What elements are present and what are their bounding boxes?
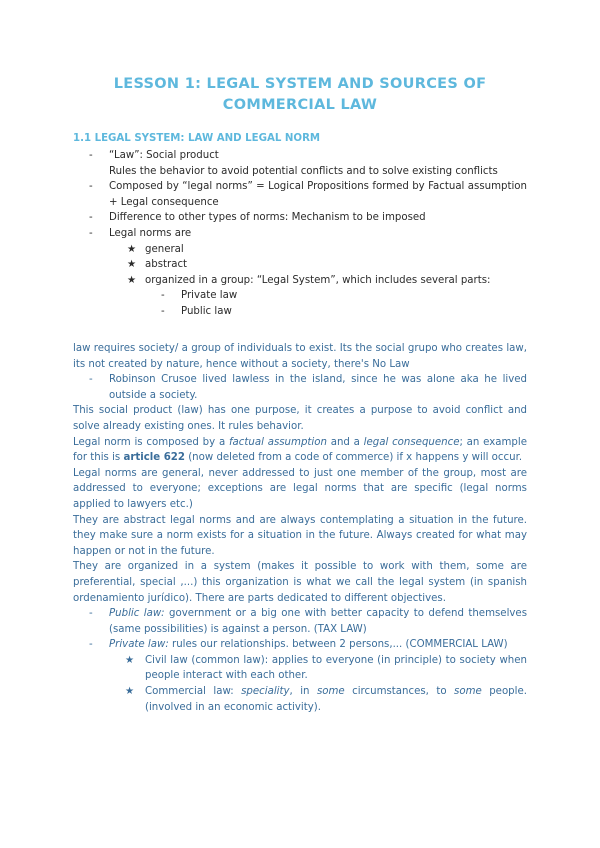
- note-text: Commercial law:: [145, 686, 242, 698]
- list-item-text: Private law: [181, 290, 238, 302]
- note-paragraph: They are abstract legal norms and are always contemplating a situation in the future. they make sure a norm exists for a situation in the future. Always created for what may happen or not in the future.: [73, 514, 527, 557]
- list-item-text: Public law: [181, 305, 232, 317]
- note-sub-bullet: [73, 653, 527, 684]
- note-text: ; an example for this is: [73, 436, 528, 464]
- list-item: [89, 179, 527, 210]
- note-italic: factual assumption: [228, 436, 327, 448]
- note-bullet: [73, 372, 527, 403]
- dash-bullet: -: [89, 181, 93, 193]
- star-bullet-icon: ★: [127, 274, 137, 286]
- note-text: circumstances, to: [344, 686, 455, 698]
- note-sub-bullet: [73, 684, 527, 715]
- note-paragraph: This social product (law) has one purpose, it creates a purpose to avoid conflict and solve already existing ones. It rules behavior.: [73, 405, 527, 432]
- note-italic: some: [454, 686, 482, 698]
- list-item-text: Legal norms are: [109, 227, 192, 239]
- list-item-text: “Law”: Social product: [109, 150, 219, 161]
- note-text: people. (involved in an economic activity).: [145, 686, 527, 713]
- sub-list-item: [127, 273, 527, 289]
- list-item-text: Rules the behavior to avoid potential conflicts and to solve existing conflicts: [109, 165, 498, 177]
- note-italic: Private law:: [109, 639, 169, 651]
- star-bullet-icon: ★: [125, 686, 135, 698]
- note-bullet: [73, 637, 527, 653]
- note-paragraph: They are organized in a system (makes it possible to work with them, some are preferential, special ,...) this organization is what we call the legal system (in spanish ordenamiento jurídico). There are parts dedicated to different objectives.: [73, 561, 527, 604]
- section-heading: 1.1 LEGAL SYSTEM: LAW AND LEGAL NORM: [73, 133, 321, 144]
- note-text: Legal norm is composed by a: [73, 436, 229, 448]
- note-bullet: [73, 606, 527, 637]
- note-paragraph: law requires society/ a group of individuals to exist. Its the social grupo who creates law, its not created by nature, hence without a society, there's No Law: [73, 343, 527, 370]
- dash-bullet: -: [89, 150, 93, 161]
- note-text: and a: [326, 436, 364, 448]
- outline-list: [89, 148, 527, 320]
- dash-bullet: -: [89, 608, 93, 620]
- note-bullet-text: government or a big one with better capacity to defend themselves (same possibilities) is against a person. (TAX LAW): [109, 608, 528, 635]
- list-item: [89, 210, 527, 226]
- note-bullet-text: Civil law (common law): applies to everyone (in principle) to society when people interact with each other.: [145, 654, 527, 682]
- note-italic: some: [316, 686, 345, 698]
- notes-section: [73, 341, 527, 715]
- list-item-text: organized in a group: “Legal System”, which includes several parts:: [145, 274, 491, 286]
- list-item-text: general: [145, 243, 184, 255]
- note-text: , in: [289, 686, 317, 698]
- document-title: [70, 74, 530, 116]
- note-bold: article 622: [123, 452, 185, 464]
- sub-sub-list-item: [161, 304, 527, 320]
- note-italic: Public law:: [109, 608, 165, 620]
- note-paragraph: [73, 435, 527, 466]
- dash-bullet: -: [89, 227, 93, 239]
- sub-list-item: [127, 257, 527, 273]
- list-item-text: abstract: [145, 259, 188, 271]
- title-line-2: COMMERCIAL LAW: [222, 97, 378, 113]
- sub-list-item: [127, 242, 527, 258]
- list-item: [89, 148, 527, 179]
- list-item: [89, 226, 527, 242]
- dash-bullet: -: [161, 305, 165, 317]
- note-paragraph: Legal norms are general, never addressed to just one member of the group, most are addressed to everyone; exceptions are legal norms that are specific (legal norms applied to lawyers etc.): [73, 467, 527, 510]
- note-bullet-text: rules our relationships. between 2 persons,... (COMMERCIAL LAW): [168, 639, 508, 651]
- dash-bullet: -: [89, 212, 93, 224]
- note-text: (now deleted from a code of commerce) if x happens y will occur.: [184, 452, 523, 464]
- list-item-text: Composed by “legal norms” = Logical Propositions formed by Factual assumption + Legal consequence: [109, 181, 527, 208]
- dash-bullet: -: [89, 639, 93, 651]
- star-bullet-icon: ★: [125, 654, 135, 666]
- dash-bullet: -: [161, 290, 165, 302]
- star-bullet-icon: ★: [127, 243, 137, 255]
- note-bullet-text: Robinson Crusoe lived lawless in the island, since he was alone aka he lived outside a society.: [109, 374, 527, 401]
- note-italic: speciality: [241, 686, 290, 698]
- note-italic: legal consequence: [363, 436, 460, 448]
- list-item-text: Difference to other types of norms: Mechanism to be imposed: [109, 212, 426, 224]
- star-bullet-icon: ★: [127, 259, 137, 271]
- sub-sub-list-item: [161, 288, 527, 304]
- title-line-1: LESSON 1: LEGAL SYSTEM AND SOURCES OF: [113, 76, 487, 92]
- dash-bullet: -: [89, 374, 93, 386]
